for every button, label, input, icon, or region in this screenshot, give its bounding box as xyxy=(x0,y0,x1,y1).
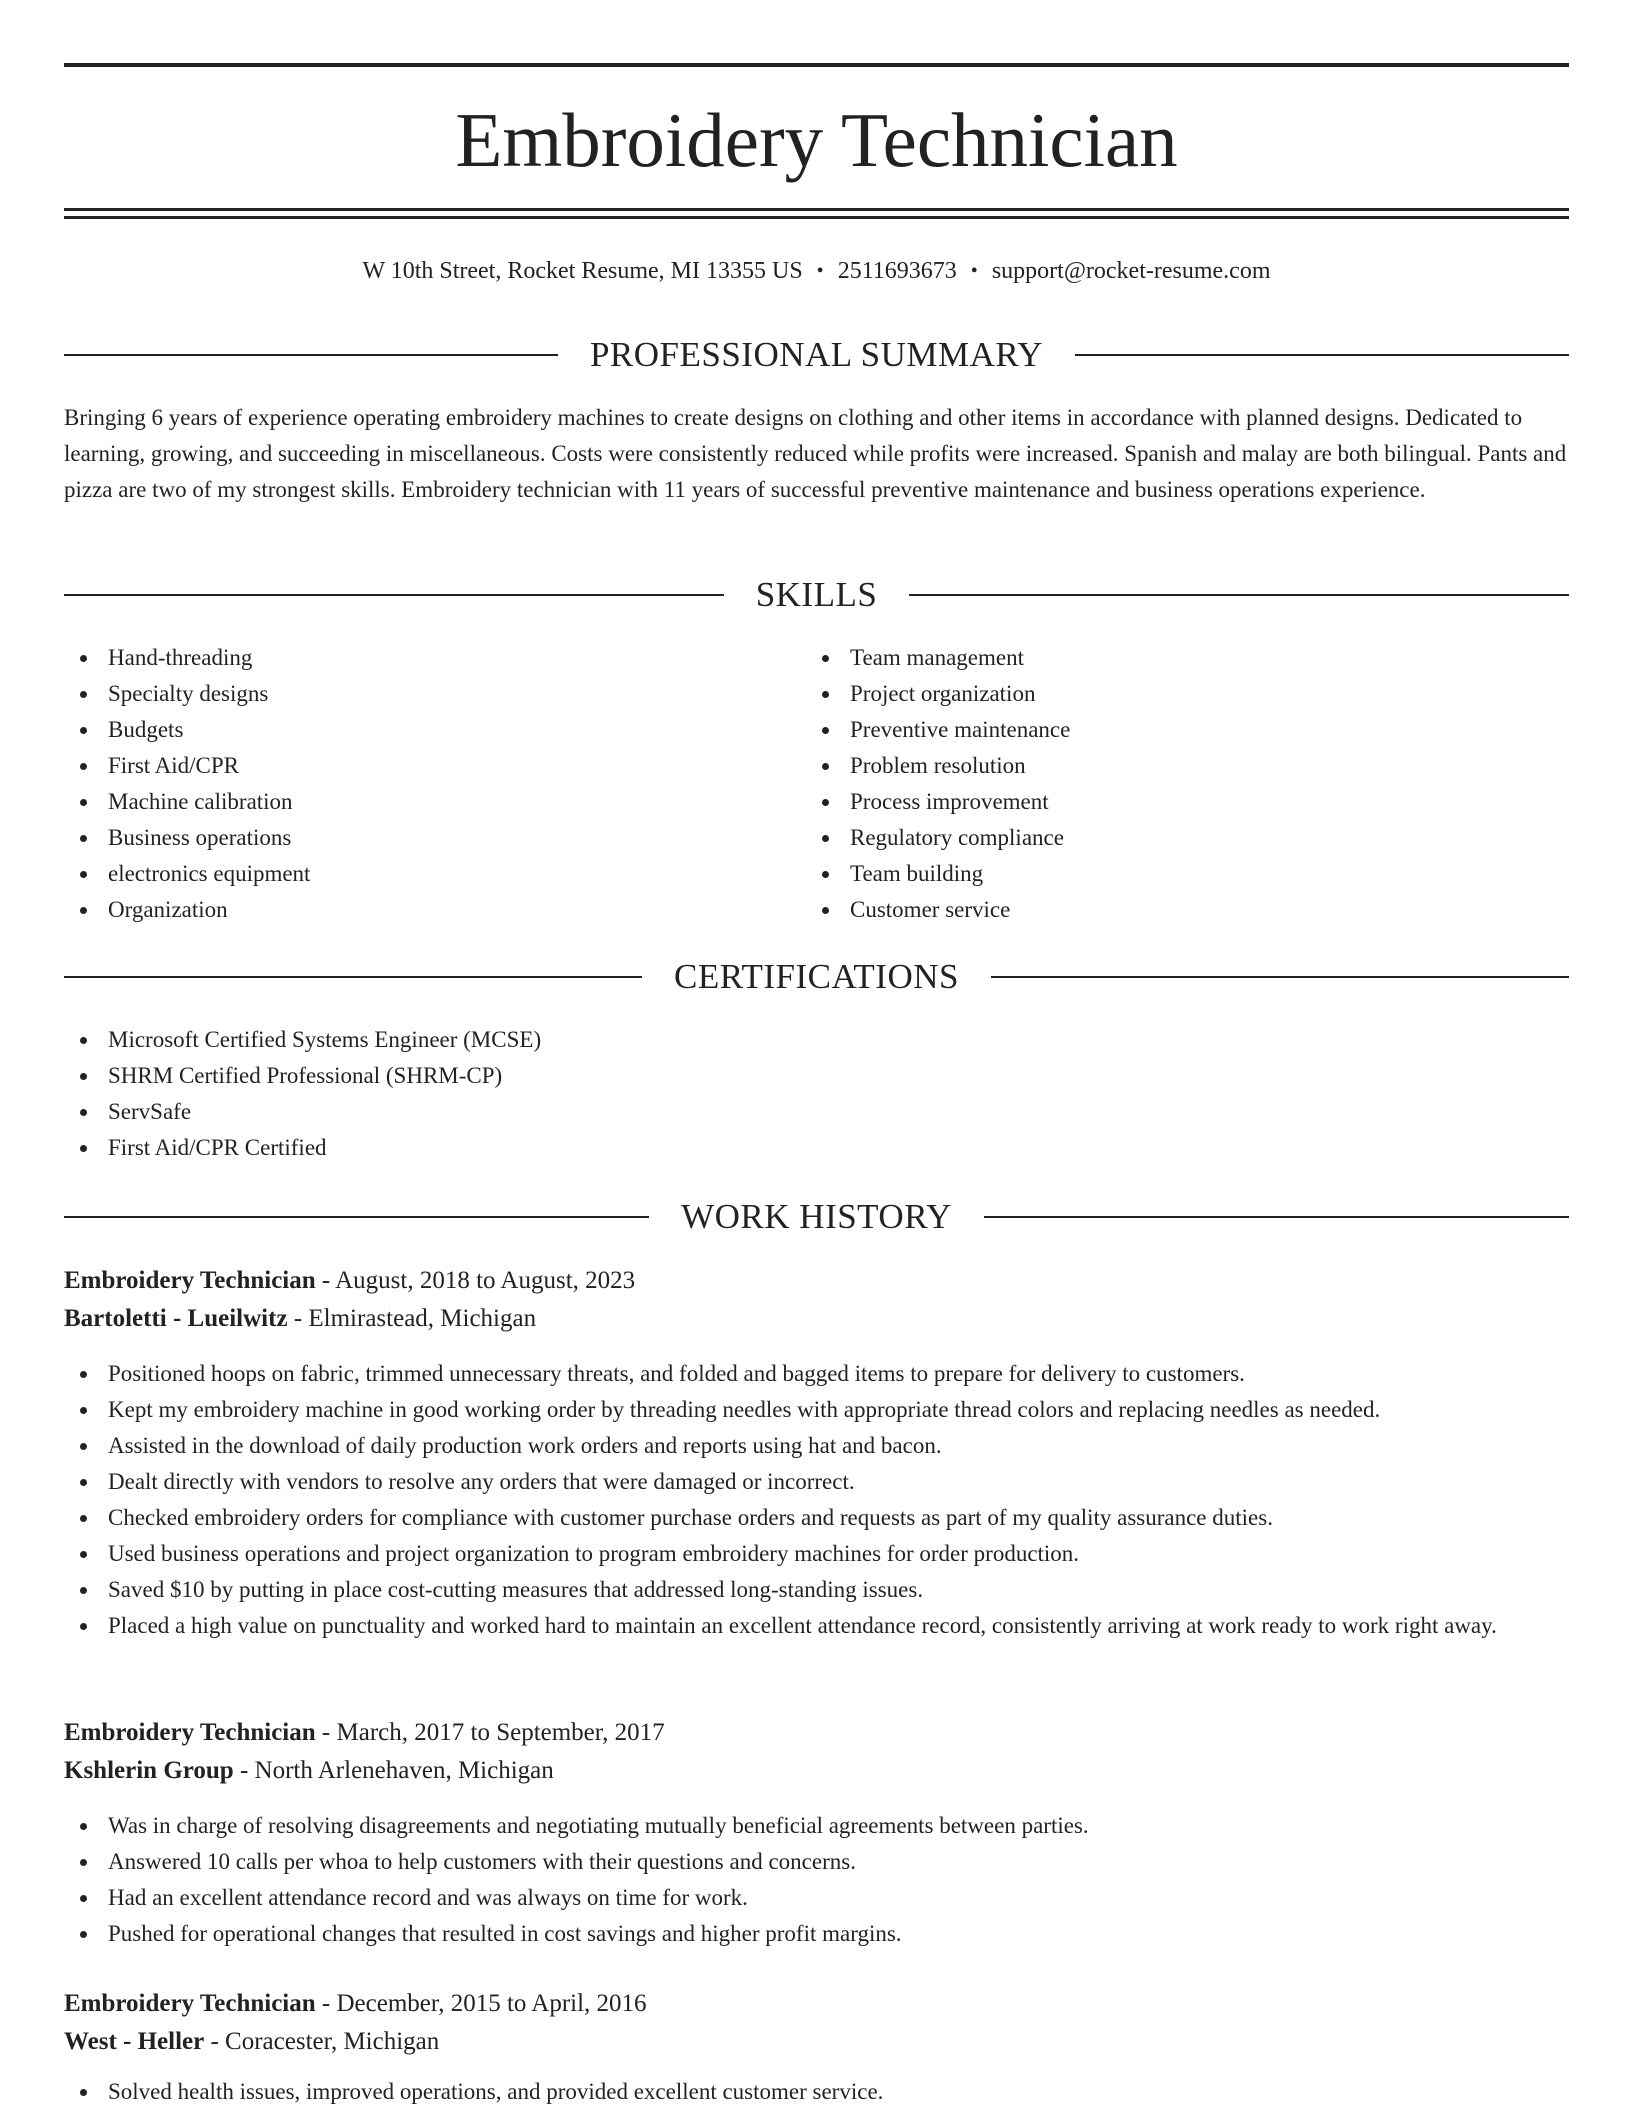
skill-item: Specialty designs xyxy=(64,676,804,712)
certification-item: SHRM Certified Professional (SHRM-CP) xyxy=(64,1058,1569,1094)
work-history-heading xyxy=(64,1195,1569,1239)
job-location: - Elmirastead, Michigan xyxy=(287,1305,537,1332)
job-location: - North Arlenehaven, Michigan xyxy=(233,1757,554,1784)
job-duties-list xyxy=(64,1808,1569,1952)
certification-item: First Aid/CPR Certified xyxy=(64,1130,1569,1166)
section-title: WORK HISTORY xyxy=(681,1197,952,1236)
job-company-line xyxy=(64,2023,1569,2061)
contact-separator: • xyxy=(970,260,978,282)
job-duty: Solved health issues, improved operations, and provided excellent customer service. xyxy=(64,2074,1569,2110)
section-title: PROFESSIONAL SUMMARY xyxy=(589,335,1044,374)
certifications-heading xyxy=(64,955,1569,999)
job-title-line xyxy=(64,1714,1569,1752)
heading-rule xyxy=(64,1216,649,1218)
skill-item: Process improvement xyxy=(806,784,1546,820)
job-duties-list xyxy=(64,2074,1569,2110)
summary-text: Bringing 6 years of experience operating embroidery machines to create designs on clothing and other items in accordance with planned designs. Dedicated to learning, growing, and succeeding in miscellaneous. Costs were consistently reduced while profits were increased. Spanish and malay are both bilingual. Pants and pizza are two of my strongest skills. Embroidery technician with 11 years of successful preventive maintenance and business operations experience. xyxy=(64,405,1567,502)
skills-heading xyxy=(64,573,1569,617)
job-duty: Pushed for operational changes that resulted in cost savings and higher profit margins. xyxy=(64,1916,1569,1952)
skill-item: Organization xyxy=(64,892,804,928)
job-duty: Was in charge of resolving disagreements and negotiating mutually beneficial agreements between parties. xyxy=(64,1808,1569,1844)
contact-address: W 10th Street, Rocket Resume, MI 13355 US xyxy=(362,258,803,284)
skill-item: Project organization xyxy=(806,676,1546,712)
heading-rule xyxy=(909,594,1569,596)
skill-item: Regulatory compliance xyxy=(806,820,1546,856)
summary-heading xyxy=(64,333,1569,377)
job-duties-list xyxy=(64,1356,1569,1644)
skill-item: Problem resolution xyxy=(806,748,1546,784)
job-company: Bartoletti - Lueilwitz xyxy=(64,1305,288,1332)
job-duty: Answered 10 calls per whoa to help customers with their questions and concerns. xyxy=(64,1844,1569,1880)
heading-rule xyxy=(991,976,1569,978)
job-duty: Placed a high value on punctuality and worked hard to maintain an excellent attendance record, consistently arriving at work ready to work right away. xyxy=(64,1608,1569,1644)
job-duty: Used business operations and project organization to program embroidery machines for order production. xyxy=(64,1536,1569,1572)
job-dates: - December, 2015 to April, 2016 xyxy=(315,1990,647,2017)
skill-item: Hand-threading xyxy=(64,640,804,676)
heading-rule xyxy=(64,354,558,356)
job-duty: Kept my embroidery machine in good working order by threading needles with appropriate thread colors and replacing needles as needed. xyxy=(64,1392,1569,1428)
skills-list-right xyxy=(806,640,1546,928)
skills-list-left xyxy=(64,640,804,928)
skill-item: Business operations xyxy=(64,820,804,856)
top-rule xyxy=(64,63,1569,67)
certifications-list xyxy=(64,1022,1569,1166)
job-title-line xyxy=(64,1262,1569,1300)
heading-rule xyxy=(64,594,724,596)
job-dates: - March, 2017 to September, 2017 xyxy=(315,1719,665,1746)
contact-email: support@rocket-resume.com xyxy=(991,258,1271,284)
job-company: Kshlerin Group xyxy=(64,1757,234,1784)
skill-item: Customer service xyxy=(806,892,1546,928)
job-duty: Had an excellent attendance record and was always on time for work. xyxy=(64,1880,1569,1916)
heading-rule xyxy=(1075,354,1569,356)
skill-item: Team building xyxy=(806,856,1546,892)
job-company-line xyxy=(64,1752,1569,1790)
job-duty: Saved $10 by putting in place cost-cutting measures that addressed long-standing issues. xyxy=(64,1572,1569,1608)
job-company-line xyxy=(64,1300,1569,1338)
job-dates: - August, 2018 to August, 2023 xyxy=(315,1267,636,1294)
skill-item: electronics equipment xyxy=(64,856,804,892)
skill-item: Budgets xyxy=(64,712,804,748)
skill-item: Team management xyxy=(806,640,1546,676)
contact-phone: 2511693673 xyxy=(837,258,957,284)
contact-separator: • xyxy=(816,260,824,282)
certification-item: ServSafe xyxy=(64,1094,1569,1130)
heading-rule xyxy=(64,976,642,978)
header-rule-upper xyxy=(64,208,1569,211)
job-title: Embroidery Technician xyxy=(64,1990,316,2017)
job-company: West - Heller xyxy=(64,2028,205,2055)
job-title: Embroidery Technician xyxy=(64,1719,316,1746)
section-title: SKILLS xyxy=(755,575,878,614)
skill-item: First Aid/CPR xyxy=(64,748,804,784)
job-title: Embroidery Technician xyxy=(64,1267,316,1294)
certification-item: Microsoft Certified Systems Engineer (MCSE) xyxy=(64,1022,1569,1058)
resume-name: Embroidery Technician xyxy=(455,97,1178,183)
job-duty: Checked embroidery orders for compliance with customer purchase orders and requests as part of my quality assurance duties. xyxy=(64,1500,1569,1536)
header-rule-lower xyxy=(64,216,1569,219)
job-duty: Positioned hoops on fabric, trimmed unnecessary threats, and folded and bagged items to prepare for delivery to customers. xyxy=(64,1356,1569,1392)
job-duty: Assisted in the download of daily production work orders and reports using hat and bacon. xyxy=(64,1428,1569,1464)
skill-item: Machine calibration xyxy=(64,784,804,820)
job-duty: Dealt directly with vendors to resolve any orders that were damaged or incorrect. xyxy=(64,1464,1569,1500)
contact-line xyxy=(64,254,1569,288)
skill-item: Preventive maintenance xyxy=(806,712,1546,748)
job-title-line xyxy=(64,1985,1569,2023)
section-title: CERTIFICATIONS xyxy=(674,957,959,996)
job-location: - Coracester, Michigan xyxy=(204,2028,440,2055)
heading-rule xyxy=(984,1216,1569,1218)
